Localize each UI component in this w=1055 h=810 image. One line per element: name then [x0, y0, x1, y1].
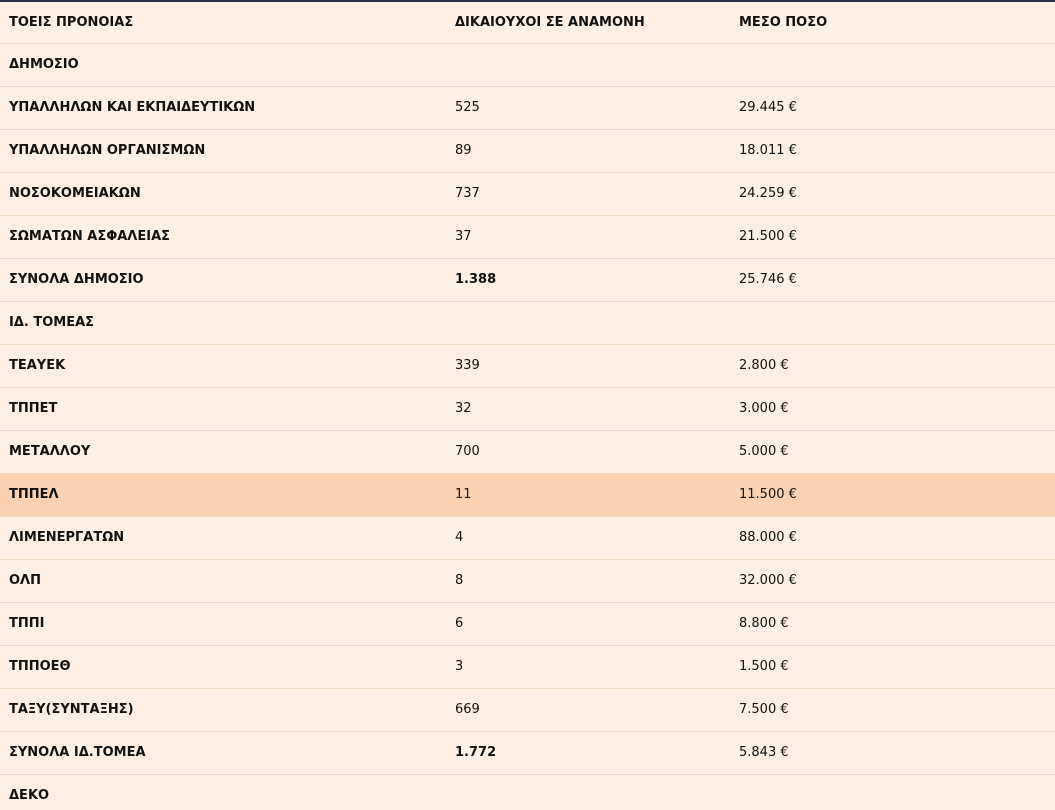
fund-name-cell: ΤΕΑΥΕΚ	[0, 344, 446, 387]
beneficiaries-cell: 37	[446, 215, 730, 258]
average-amount-cell: 3.000 €	[730, 387, 1055, 430]
column-header-beneficiaries: ΔΙΚΑΙΟΥΧΟΙ ΣΕ ΑΝΑΜΟΝΗ	[446, 2, 730, 43]
fund-name-cell: ΔΗΜΟΣΙΟ	[0, 43, 446, 86]
average-amount-cell: 25.746 €	[730, 258, 1055, 301]
beneficiaries-cell	[446, 43, 730, 86]
beneficiaries-cell	[446, 774, 730, 810]
beneficiaries-cell: 8	[446, 559, 730, 602]
fund-name-cell: ΣΥΝΟΛΑ ΙΔ.ΤΟΜΕΑ	[0, 731, 446, 774]
table-row	[0, 172, 1055, 215]
table-row	[0, 344, 1055, 387]
average-amount-cell: 21.500 €	[730, 215, 1055, 258]
table-row	[0, 129, 1055, 172]
beneficiaries-cell: 1.388	[446, 258, 730, 301]
fund-name-cell: ΣΩΜΑΤΩΝ ΑΣΦΑΛΕΙΑΣ	[0, 215, 446, 258]
fund-name-cell: ΤΠΠΟΕΘ	[0, 645, 446, 688]
beneficiaries-cell: 6	[446, 602, 730, 645]
average-amount-cell: 8.800 €	[730, 602, 1055, 645]
fund-name-cell: ΜΕΤΑΛΛΟΥ	[0, 430, 446, 473]
table-row	[0, 688, 1055, 731]
average-amount-cell: 5.843 €	[730, 731, 1055, 774]
fund-name-cell: ΝΟΣΟΚΟΜΕΙΑΚΩΝ	[0, 172, 446, 215]
fund-name-cell: ΔΕΚΟ	[0, 774, 446, 810]
beneficiaries-cell: 525	[446, 86, 730, 129]
table-row	[0, 645, 1055, 688]
average-amount-cell: 29.445 €	[730, 86, 1055, 129]
table-header-row	[0, 2, 1055, 43]
table-row	[0, 215, 1055, 258]
table-row	[0, 387, 1055, 430]
fund-name-cell: ΤΑΞΥ(ΣΥΝΤΑΞΗΣ)	[0, 688, 446, 731]
average-amount-cell: 24.259 €	[730, 172, 1055, 215]
average-amount-cell: 7.500 €	[730, 688, 1055, 731]
table-row	[0, 559, 1055, 602]
average-amount-cell: 1.500 €	[730, 645, 1055, 688]
average-amount-cell	[730, 301, 1055, 344]
column-header-average-amount: ΜΕΣΟ ΠΟΣΟ	[730, 2, 1055, 43]
fund-name-cell: ΤΠΠΕΛ	[0, 473, 446, 516]
beneficiaries-cell: 1.772	[446, 731, 730, 774]
average-amount-cell	[730, 774, 1055, 810]
average-amount-cell	[730, 43, 1055, 86]
column-header-fund: ΤΟΕΙΣ ΠΡΟΝΟΙΑΣ	[0, 2, 446, 43]
beneficiaries-cell: 32	[446, 387, 730, 430]
fund-name-cell: ΥΠΑΛΛΗΛΩΝ ΟΡΓΑΝΙΣΜΩΝ	[0, 129, 446, 172]
average-amount-cell: 11.500 €	[730, 473, 1055, 516]
table-row	[0, 473, 1055, 516]
table-row	[0, 602, 1055, 645]
beneficiaries-cell: 3	[446, 645, 730, 688]
table-row	[0, 430, 1055, 473]
fund-name-cell: ΥΠΑΛΛΗΛΩΝ ΚΑΙ ΕΚΠΑΙΔΕΥΤΙΚΩΝ	[0, 86, 446, 129]
fund-name-cell: ΙΔ. ΤΟΜΕΑΣ	[0, 301, 446, 344]
table-row	[0, 516, 1055, 559]
table-row	[0, 301, 1055, 344]
table-row	[0, 258, 1055, 301]
beneficiaries-cell: 4	[446, 516, 730, 559]
funds-table	[0, 2, 1055, 810]
beneficiaries-cell: 339	[446, 344, 730, 387]
beneficiaries-cell	[446, 301, 730, 344]
fund-name-cell: ΣΥΝΟΛΑ ΔΗΜΟΣΙΟ	[0, 258, 446, 301]
beneficiaries-cell: 89	[446, 129, 730, 172]
fund-name-cell: ΤΠΠΙ	[0, 602, 446, 645]
average-amount-cell: 88.000 €	[730, 516, 1055, 559]
fund-name-cell: ΟΛΠ	[0, 559, 446, 602]
table-row	[0, 43, 1055, 86]
table-row	[0, 731, 1055, 774]
table-row	[0, 86, 1055, 129]
beneficiaries-cell: 737	[446, 172, 730, 215]
table-body	[0, 43, 1055, 810]
average-amount-cell: 18.011 €	[730, 129, 1055, 172]
average-amount-cell: 5.000 €	[730, 430, 1055, 473]
average-amount-cell: 2.800 €	[730, 344, 1055, 387]
beneficiaries-cell: 11	[446, 473, 730, 516]
average-amount-cell: 32.000 €	[730, 559, 1055, 602]
beneficiaries-cell: 669	[446, 688, 730, 731]
fund-name-cell: ΤΠΠΕΤ	[0, 387, 446, 430]
table-row	[0, 774, 1055, 810]
beneficiaries-cell: 700	[446, 430, 730, 473]
fund-name-cell: ΛΙΜΕΝΕΡΓΑΤΩΝ	[0, 516, 446, 559]
